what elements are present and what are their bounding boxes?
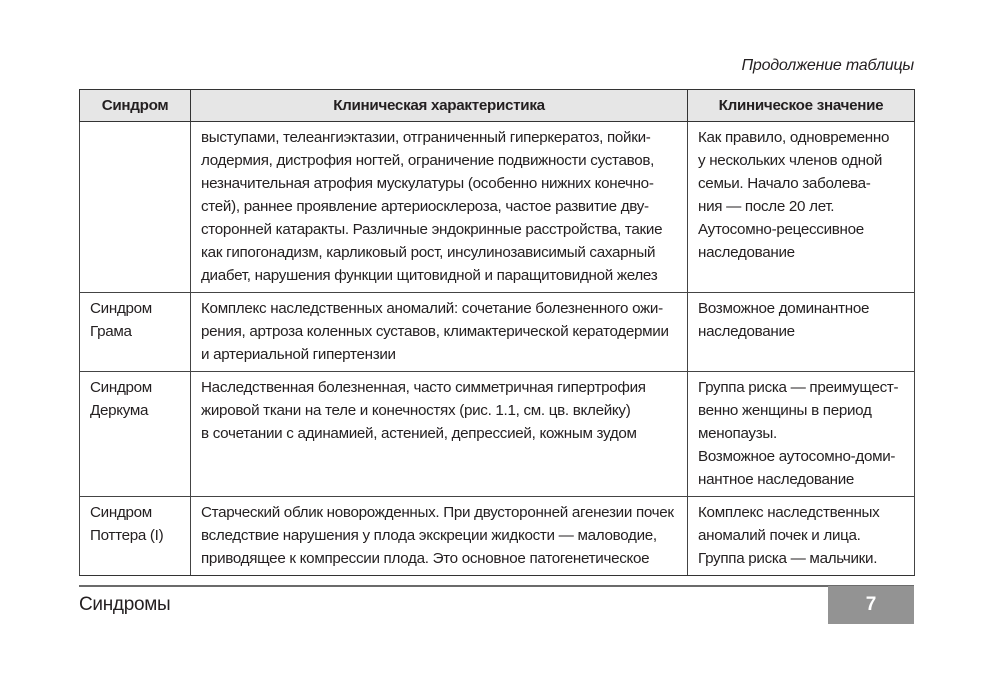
cell-syndrome: Синдром Деркума xyxy=(80,372,191,497)
footer-section-title: Синдромы xyxy=(79,594,171,615)
table-row xyxy=(80,372,915,497)
syndromes-table xyxy=(79,89,915,576)
table-header-row xyxy=(80,90,915,122)
cell-significance: Комплекс наследственных аномалий почек и лица. Группа риска — мальчики. xyxy=(688,497,915,576)
cell-significance: Группа риска — преимущест- венно женщины в период менопаузы. Возможное аутосомно-доми- нантное наследование xyxy=(688,372,915,497)
cell-characteristic: Наследственная болезненная, часто симметричная гипертрофия жировой ткани на теле и конечностях (рис. 1.1, см. цв. вклейку) в сочетании с адинамией, астенией, депрессией, кожным зудом xyxy=(191,372,688,497)
column-header-significance: Клиническое значение xyxy=(688,90,915,122)
cell-characteristic: Старческий облик новорожденных. При двусторонней агенезии почек вследствие нарушения у плода экскреции жидкости — маловодие, приводящее к компрессии плода. Это основное патогенетическое xyxy=(191,497,688,576)
cell-syndrome xyxy=(80,122,191,293)
column-header-syndrome: Синдром xyxy=(80,90,191,122)
table-row xyxy=(80,293,915,372)
table-row xyxy=(80,122,915,293)
cell-characteristic: выступами, телеангиэктазии, отграниченный гиперкератоз, пойки- лодермия, дистрофия ногтей, ограничение подвижности суставов, незначительная атрофия мускулатуры (особенно нижних конечно- стей), раннее проявление артериосклероза, частое развитие дву- сторонней катаракты. Различные эндокринные расстройства, такие как гипогонадизм, карликовый рост, инсулинозависимый сахарный диабет, нарушения функции щитовидной и паращитовидной желез xyxy=(191,122,688,293)
cell-syndrome: Синдром Грама xyxy=(80,293,191,372)
table-row xyxy=(80,497,915,576)
column-header-characteristic: Клиническая характеристика xyxy=(191,90,688,122)
cell-significance: Как правило, одновременно у нескольких членов одной семьи. Начало заболева- ния — после 20 лет. Аутосомно-рецессивное наследование xyxy=(688,122,915,293)
cell-significance: Возможное доминантное наследование xyxy=(688,293,915,372)
table-continuation-label: Продолжение таблицы xyxy=(741,57,914,74)
cell-syndrome: Синдром Поттера (I) xyxy=(80,497,191,576)
footer-divider xyxy=(79,585,914,587)
page-number: 7 xyxy=(828,586,914,624)
cell-characteristic: Комплекс наследственных аномалий: сочетание болезненного ожи- рения, артроза коленных суставов, климактерической кератодермии и артериальной гипертензии xyxy=(191,293,688,372)
